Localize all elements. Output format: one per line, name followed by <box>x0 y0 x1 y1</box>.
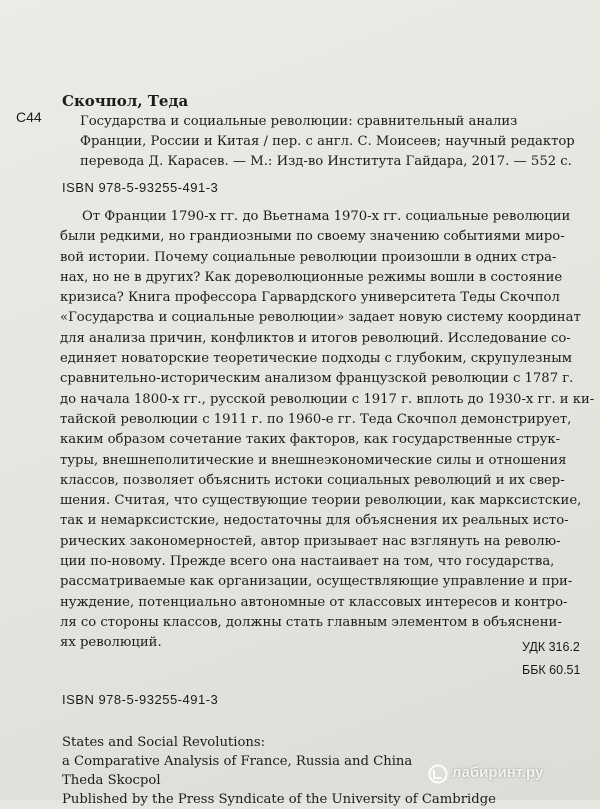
abstract-line: рических закономерностей, автор призывает нас взглянуть на револю- <box>60 533 561 549</box>
abstract-line: шения. Считая, что существующие теории революции, как марксистские, <box>60 493 582 509</box>
abstract-line: нах, но не в других? Как дореволюционные режимы вошли в состояние <box>60 269 563 285</box>
isbn-top: ISBN 978-5-93255-491-3 <box>62 180 219 195</box>
abstract-line: тайской революции с 1911 г. по 1960-е гг. Теда Скочпол демонстрирует, <box>60 411 572 427</box>
abstract-line: классов, позволяет объяснить истоки социальных революций и их свер- <box>60 472 565 488</box>
biblio-line: Государства и социальные революции: сравнительный анализ <box>80 114 518 129</box>
udc-code: УДК 316.2 <box>522 640 580 654</box>
abstract-line: кризиса? Книга профессора Гарвардского университета Теды Скочпол <box>60 290 560 306</box>
watermark-text: лабиринт.ру <box>452 764 544 781</box>
bibliographic-description <box>80 112 580 172</box>
abstract-line: рассматриваемые как организации, осуществляющие управление и при- <box>60 574 573 590</box>
abstract-line: нуждение, потенциально автономные от классовых интересов и контро- <box>60 594 568 610</box>
abstract-line: единяет новаторские теоретические подходы с глубоким, скрупулезным <box>60 351 573 367</box>
biblio-line: перевода Д. Карасев. — М.: Изд-во Института Гайдара, 2017. — 552 с. <box>80 154 572 169</box>
english-line: Theda Skocpol <box>62 773 161 788</box>
abstract-line: ции по-новому. Прежде всего она настаивает на том, что государства, <box>60 554 555 570</box>
english-line: States and Social Revolutions: <box>62 735 266 750</box>
catalog-code: С44 <box>16 109 42 125</box>
abstract-line: до начала 1800-х гг., русской революции с 1917 г. вплоть до 1930-х гг. и ки- <box>60 391 595 407</box>
biblio-line: Франции, России и Китая / пер. с англ. С. Моисеев; научный редактор <box>80 134 575 149</box>
abstract-line: были редкими, но грандиозными по своему значению событиями миро- <box>60 229 565 245</box>
abstract-line: ля со стороны классов, должны стать главным элементом в объяснени- <box>60 614 562 630</box>
english-line: Published by the Press Syndicate of the University of Cambridge <box>62 792 496 807</box>
abstract-line: ях революций. <box>60 635 162 651</box>
abstract <box>60 207 595 654</box>
abstract-line: так и немарксистские, недостаточны для объяснения их реальных исто- <box>60 513 569 529</box>
abstract-line: туры, внешнеполитические и внешнеэкономические силы и отношения <box>60 452 567 468</box>
labirint-logo-icon <box>428 764 448 784</box>
abstract-line: «Государства и социальные революции» задает новую систему координат <box>60 310 581 326</box>
abstract-line: для анализа причин, конфликтов и итогов революций. Исследование со- <box>60 330 571 346</box>
english-line: a Comparative Analysis of France, Russia and China <box>62 754 413 769</box>
abstract-line: сравнительно-историческим анализом французской революции с 1787 г. <box>60 371 574 387</box>
isbn-bottom: ISBN 978-5-93255-491-3 <box>62 692 219 707</box>
author-heading: Скочпол, Теда <box>62 92 189 110</box>
abstract-line: От Франции 1790-х гг. до Вьетнама 1970-х гг. социальные революции <box>82 209 571 224</box>
abstract-line: вой истории. Почему социальные революции произошли в одних стра- <box>60 249 557 265</box>
bbk-code: ББК 60.51 <box>522 663 581 677</box>
abstract-line: каким образом сочетание таких факторов, как государственные струк- <box>60 432 561 448</box>
